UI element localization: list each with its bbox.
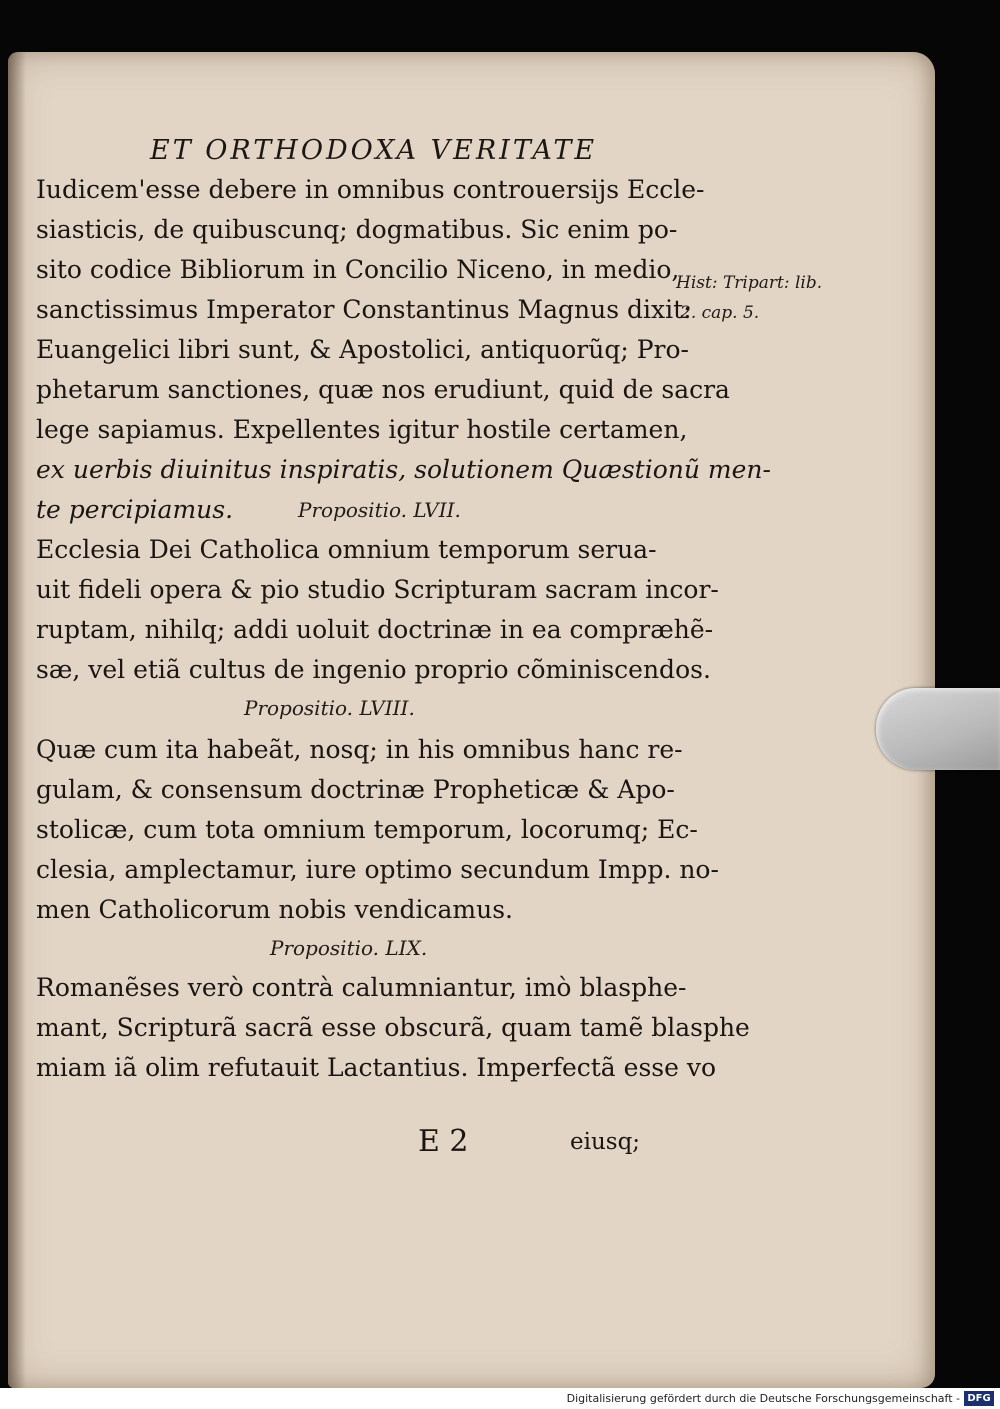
text-line: stolicæ, cum tota omnium temporum, locorumq; Ec- [36, 815, 698, 844]
running-head: ET ORTHODOXA VERITATE [150, 135, 598, 166]
footer-bar [0, 1388, 1000, 1409]
text-line: lege sapiamus. Expellentes igitur hostile certamen, [36, 415, 688, 444]
text-line: Euangelici libri sunt, & Apostolici, antiquorũq; Pro- [36, 335, 689, 364]
page-clip [876, 688, 1000, 770]
margin-note: Hist: Tripart: lib. [676, 273, 823, 293]
text-line: mant, Scripturã sacrã esse obscurã, quam tamẽ blasphe [36, 1013, 750, 1042]
text-line: siasticis, de quibuscunq; dogmatibus. Sic enim po- [36, 215, 678, 244]
text-line: Iudicem'esse debere in omnibus controuersijs Eccle- [36, 175, 705, 204]
text-line: Romanẽses verò contrà calumniantur, imò blasphe- [36, 973, 687, 1002]
text-line: ex uerbis diuinitus inspiratis, solutionem Quæstionũ men- [36, 455, 771, 484]
text-line: ruptam, nihilq; addi uoluit doctrinæ in ea compræhẽ- [36, 615, 714, 644]
proposition-heading: Propositio. LIX. [270, 936, 428, 960]
footer-text: Digitalisierung gefördert durch die Deutsche Forschungsgemeinschaft - [566, 1392, 960, 1405]
text-line: sanctissimus Imperator Constantinus Magnus dixit: [36, 295, 692, 324]
text-line: gulam, & consensum doctrinæ Propheticæ & Apo- [36, 775, 675, 804]
text-line: uit fideli opera & pio studio Scripturam sacram incor- [36, 575, 719, 604]
text-line: Ecclesia Dei Catholica omnium temporum serua- [36, 535, 657, 564]
text-line: miam iã olim refutauit Lactantius. Imperfectã esse vo [36, 1053, 717, 1082]
text-line: clesia, amplectamur, iure optimo secundum Impp. no- [36, 855, 719, 884]
text-line: sæ, vel etiã cultus de ingenio proprio cõminiscendos. [36, 655, 711, 684]
dfg-logo: DFG [964, 1391, 994, 1406]
signature-mark: E 2 [418, 1124, 469, 1159]
catchword: eiusq; [570, 1129, 641, 1155]
margin-note: 2. cap. 5. [680, 303, 760, 323]
proposition-heading: Propositio. LVII. [298, 498, 461, 522]
text-line: sito codice Bibliorum in Concilio Niceno, in medio, [36, 255, 680, 284]
text-line: Quæ cum ita habeãt, nosq; in his omnibus hanc re- [36, 735, 683, 764]
proposition-heading: Propositio. LVIII. [244, 696, 415, 720]
text-line: phetarum sanctiones, quæ nos erudiunt, quid de sacra [36, 375, 730, 404]
text-line: te percipiamus. [36, 495, 234, 524]
text-line: men Catholicorum nobis vendicamus. [36, 895, 513, 924]
